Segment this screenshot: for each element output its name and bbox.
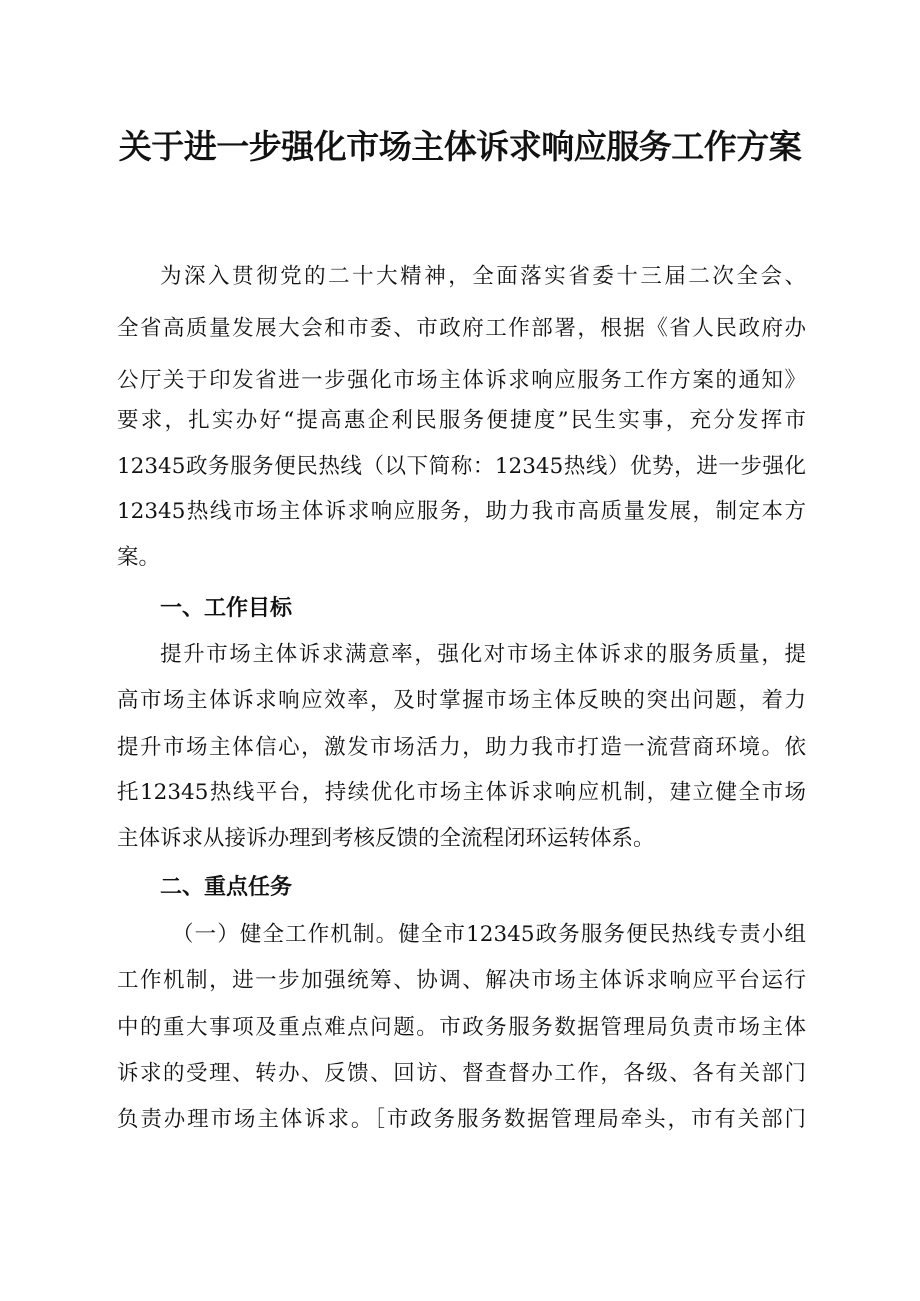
intro-line: 全省高质量发展大会和市委、市政府工作部署，根据《省人民政府办	[117, 316, 806, 341]
section-line: 提升市场主体信心，激发市场活力，助力我市打造一流营商环境。依	[117, 735, 806, 760]
intro-line: 要求，扎实办好“提高惠企利民服务便捷度”民生实事，充分发挥市	[117, 408, 806, 433]
section-line: 高市场主体诉求响应效率，及时掌握市场主体反映的突出问题，着力	[117, 688, 806, 713]
intro-line: 为深入贯彻党的二十大精神，全面落实省委十三届二次全会、	[160, 264, 806, 289]
section-heading-tasks: 二、重点任务	[160, 875, 293, 900]
intro-line: 公厅关于印发省进一步强化市场主体诉求响应服务工作方案的通知》	[117, 368, 806, 393]
section-line: 工作机制，进一步加强统筹、协调、解决市场主体诉求响应平台运行	[117, 968, 806, 993]
intro-line: 案。	[117, 545, 161, 570]
section-line: （一）健全工作机制。健全市12345政务服务便民热线专责小组	[172, 922, 806, 947]
section-line: 主体诉求从接诉办理到考核反馈的全流程闭环运转体系。	[117, 826, 655, 851]
section-line: 托12345热线平台，持续优化市场主体诉求响应机制，建立健全市场	[117, 780, 806, 805]
section-line: 中的重大事项及重点难点问题。市政务服务数据管理局负责市场主体	[117, 1015, 806, 1040]
document-title: 关于进一步强化市场主体诉求响应服务工作方案	[118, 127, 802, 166]
intro-line: 12345政务服务便民热线（以下简称：12345热线）优势，进一步强化	[117, 454, 806, 479]
section-heading-goals: 一、工作目标	[160, 596, 293, 621]
section-line: 负责办理市场主体诉求。［市政务服务数据管理局牵头，市有关部门	[117, 1107, 806, 1132]
section-line: 提升市场主体诉求满意率，强化对市场主体诉求的服务质量，提	[160, 642, 806, 667]
intro-line: 12345热线市场主体诉求响应服务，助力我市高质量发展，制定本方	[117, 499, 806, 524]
section-line: 诉求的受理、转办、反馈、回访、督查督办工作，各级、各有关部门	[117, 1061, 806, 1086]
